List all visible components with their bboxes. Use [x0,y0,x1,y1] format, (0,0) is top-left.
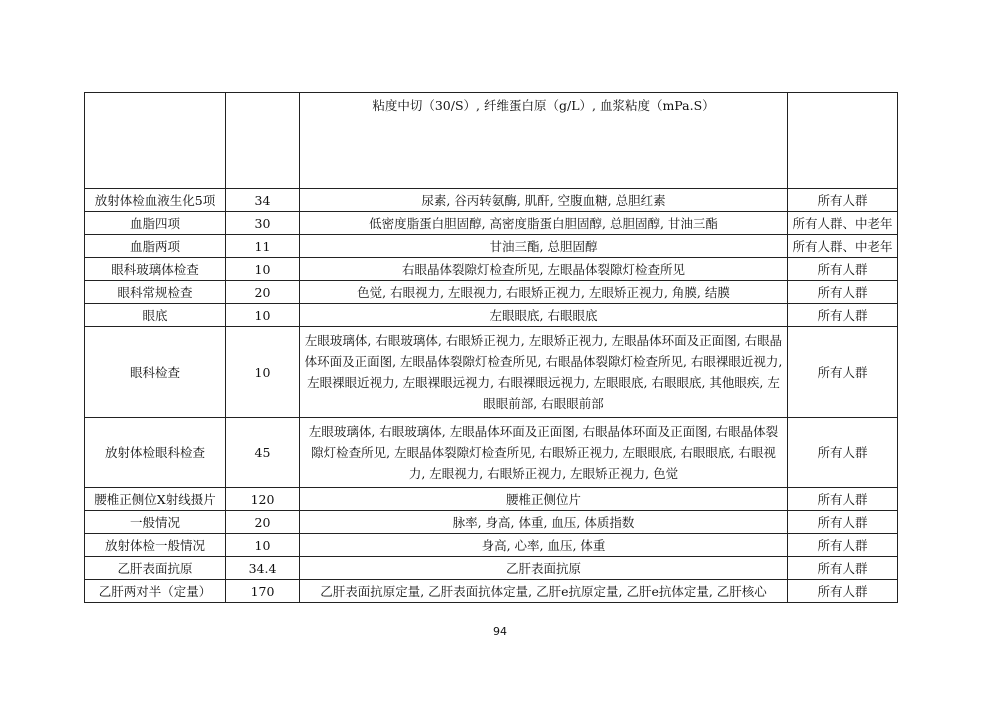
table-row [85,258,898,281]
exam-count: 20 [226,281,300,304]
exam-count: 10 [226,304,300,327]
exam-items: 乙肝表面抗原 [300,557,788,580]
target-group: 所有人群 [788,580,898,603]
table-row [85,557,898,580]
target-group: 所有人群、中老年 [788,235,898,258]
exam-name: 放射体检血液生化5项 [85,189,226,212]
exam-count: 45 [226,418,300,488]
exam-count: 10 [226,534,300,557]
exam-items: 左眼眼底, 右眼眼底 [300,304,788,327]
exam-items: 左眼玻璃体, 右眼玻璃体, 右眼矫正视力, 左眼矫正视力, 左眼晶体环面及正面图, 右眼晶体环面及正面图, 左眼晶体裂隙灯检查所见, 右眼晶体裂隙灯检查所见, 右眼裸眼近视力, 左眼裸眼近视力, 左眼裸眼远视力, 右眼裸眼远视力, 左眼眼底, 右眼眼底, 其他眼疾, 左眼眼前部, 右眼眼前部 [300,327,788,418]
exam-items: 乙肝表面抗原定量, 乙肝表面抗体定量, 乙肝e抗原定量, 乙肝e抗体定量, 乙肝核心 [300,580,788,603]
exam-items: 甘油三酯, 总胆固醇 [300,235,788,258]
target-group: 所有人群 [788,418,898,488]
target-group [788,93,898,189]
exam-items: 腰椎正侧位片 [300,488,788,511]
target-group: 所有人群 [788,304,898,327]
table-row [85,212,898,235]
table-row [85,418,898,488]
exam-count: 34 [226,189,300,212]
exam-name: 放射体检眼科检查 [85,418,226,488]
exam-name: 眼科玻璃体检查 [85,258,226,281]
exam-name: 眼科检查 [85,327,226,418]
exam-name: 眼底 [85,304,226,327]
table-row [85,189,898,212]
table-row [85,235,898,258]
exam-name [85,93,226,189]
exam-items: 尿素, 谷丙转氨酶, 肌酐, 空腹血糖, 总胆红素 [300,189,788,212]
target-group: 所有人群 [788,281,898,304]
exam-count: 11 [226,235,300,258]
exam-items: 低密度脂蛋白胆固醇, 高密度脂蛋白胆固醇, 总胆固醇, 甘油三酯 [300,212,788,235]
target-group: 所有人群 [788,488,898,511]
exam-items: 粘度中切（30/S）, 纤维蛋白原（g/L）, 血浆粘度（mPa.S） [300,93,788,189]
target-group: 所有人群 [788,189,898,212]
exam-name: 乙肝两对半（定量） [85,580,226,603]
exam-count: 170 [226,580,300,603]
table-row [85,511,898,534]
target-group: 所有人群 [788,557,898,580]
target-group: 所有人群 [788,258,898,281]
exam-count: 20 [226,511,300,534]
exam-count: 120 [226,488,300,511]
exam-name: 血脂四项 [85,212,226,235]
page-number: 94 [493,625,507,638]
exam-name: 腰椎正侧位X射线摄片 [85,488,226,511]
exam-count: 10 [226,327,300,418]
exam-name: 乙肝表面抗原 [85,557,226,580]
table-row [85,304,898,327]
exam-count: 30 [226,212,300,235]
table-row [85,327,898,418]
target-group: 所有人群 [788,534,898,557]
exam-name: 一般情况 [85,511,226,534]
table-row [85,281,898,304]
exam-items: 色觉, 右眼视力, 左眼视力, 右眼矫正视力, 左眼矫正视力, 角膜, 结膜 [300,281,788,304]
exam-count: 10 [226,258,300,281]
exam-items-table [84,92,898,603]
table-body [85,93,898,603]
table-row [85,93,898,189]
exam-items: 脉率, 身高, 体重, 血压, 体质指数 [300,511,788,534]
exam-items: 右眼晶体裂隙灯检查所见, 左眼晶体裂隙灯检查所见 [300,258,788,281]
exam-name: 眼科常规检查 [85,281,226,304]
target-group: 所有人群、中老年 [788,212,898,235]
table-row [85,488,898,511]
exam-count [226,93,300,189]
exam-count: 34.4 [226,557,300,580]
exam-items: 身高, 心率, 血压, 体重 [300,534,788,557]
exam-name: 放射体检一般情况 [85,534,226,557]
table-row [85,580,898,603]
exam-items: 左眼玻璃体, 右眼玻璃体, 左眼晶体环面及正面图, 右眼晶体环面及正面图, 右眼晶体裂隙灯检查所见, 左眼晶体裂隙灯检查所见, 右眼矫正视力, 左眼眼底, 右眼眼底, 右眼视力, 左眼视力, 右眼矫正视力, 左眼矫正视力, 色觉 [300,418,788,488]
exam-name: 血脂两项 [85,235,226,258]
target-group: 所有人群 [788,327,898,418]
table-row [85,534,898,557]
target-group: 所有人群 [788,511,898,534]
